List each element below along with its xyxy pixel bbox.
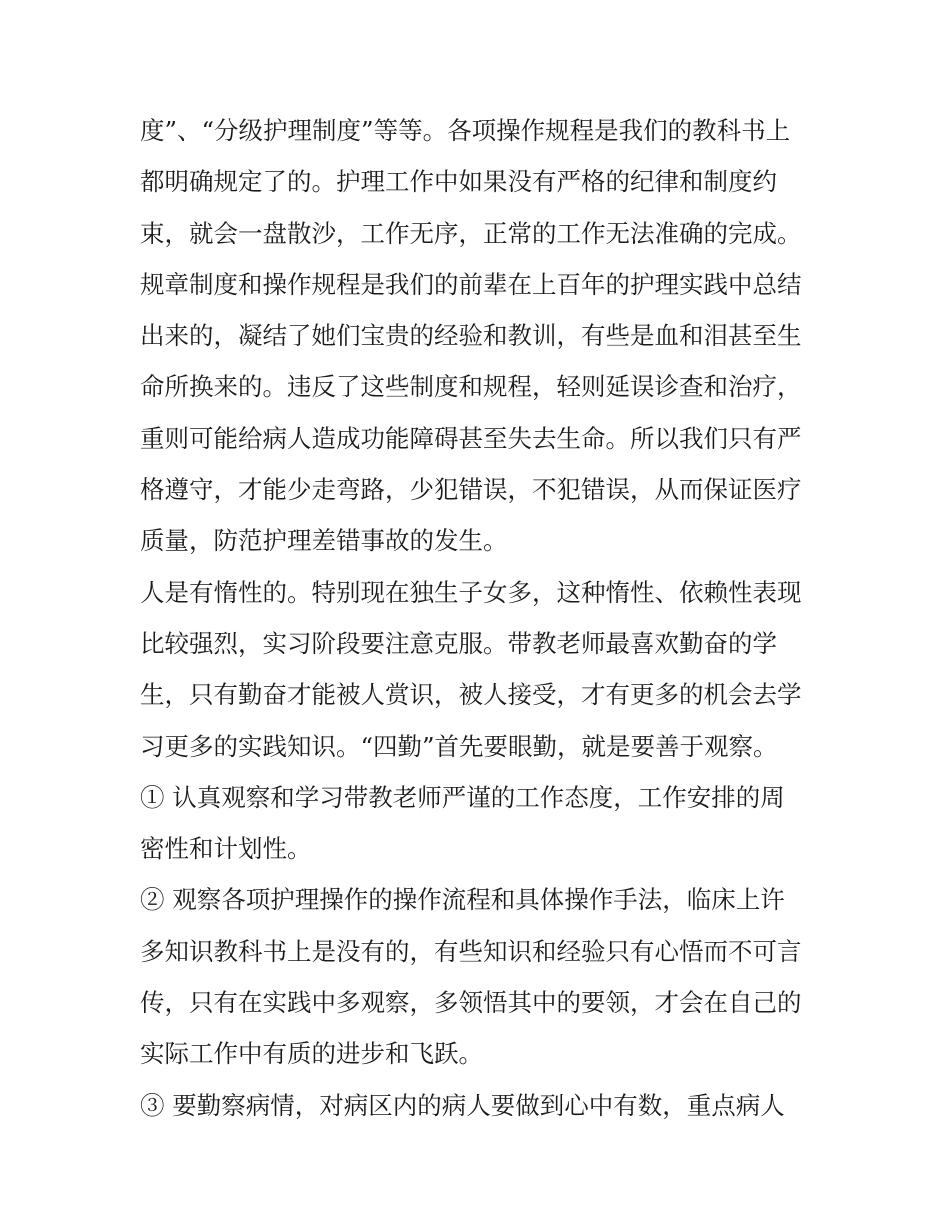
- text-line: 质量，防范护理差错事故的发生。: [140, 526, 508, 556]
- text-line: 比较强烈，实习阶段要注意克服。带教老师最喜欢勤奋的学: [140, 628, 777, 658]
- text-line: 命所换来的。违反了这些制度和规程，轻则延误诊查和治疗，: [140, 372, 802, 402]
- body-text: [140, 105, 830, 1131]
- text-line: 束，就会一盘散沙，工作无序，正常的工作无法准确的完成。: [140, 218, 802, 248]
- text-line: 实际工作中有质的进步和飞跃。: [140, 1039, 483, 1069]
- text-line: 规章制度和操作规程是我们的前辈在上百年的护理实践中总结: [140, 269, 802, 299]
- text-line: 格遵守，才能少走弯路，少犯错误，不犯错误，从而保证医疗: [140, 475, 802, 505]
- text-line: 都明确规定了的。护理工作中如果没有严格的纪律和制度约: [140, 167, 777, 197]
- text-line: 习更多的实践知识。“四勤”首先要眼勤，就是要善于观察。: [140, 731, 778, 761]
- text-line: 生，只有勤奋才能被人赏识，被人接受，才有更多的机会去学: [140, 680, 802, 710]
- text-line: ② 观察各项护理操作的操作流程和具体操作手法，临床上许: [140, 885, 785, 915]
- text-line: 重则可能给病人造成功能障碍甚至失去生命。所以我们只有严: [140, 423, 802, 453]
- text-line: 人是有惰性的。特别现在独生子女多，这种惰性、依赖性表现: [140, 577, 802, 607]
- text-line: ③ 要勤察病情，对病区内的病人要做到心中有数，重点病人: [140, 1090, 785, 1120]
- text-line: ① 认真观察和学习带教老师严谨的工作态度，工作安排的周: [140, 782, 785, 812]
- text-line: 出来的，凝结了她们宝贵的经验和教训，有些是血和泪甚至生: [140, 321, 802, 351]
- text-line: 度”、“分级护理制度”等等。各项操作规程是我们的教科书上: [140, 116, 791, 145]
- text-line: 密性和计划性。: [140, 834, 312, 864]
- text-line: 传，只有在实践中多观察，多领悟其中的要领，才会在自己的: [140, 988, 802, 1018]
- text-line: 多知识教科书上是没有的，有些知识和经验只有心悟而不可言: [140, 936, 802, 966]
